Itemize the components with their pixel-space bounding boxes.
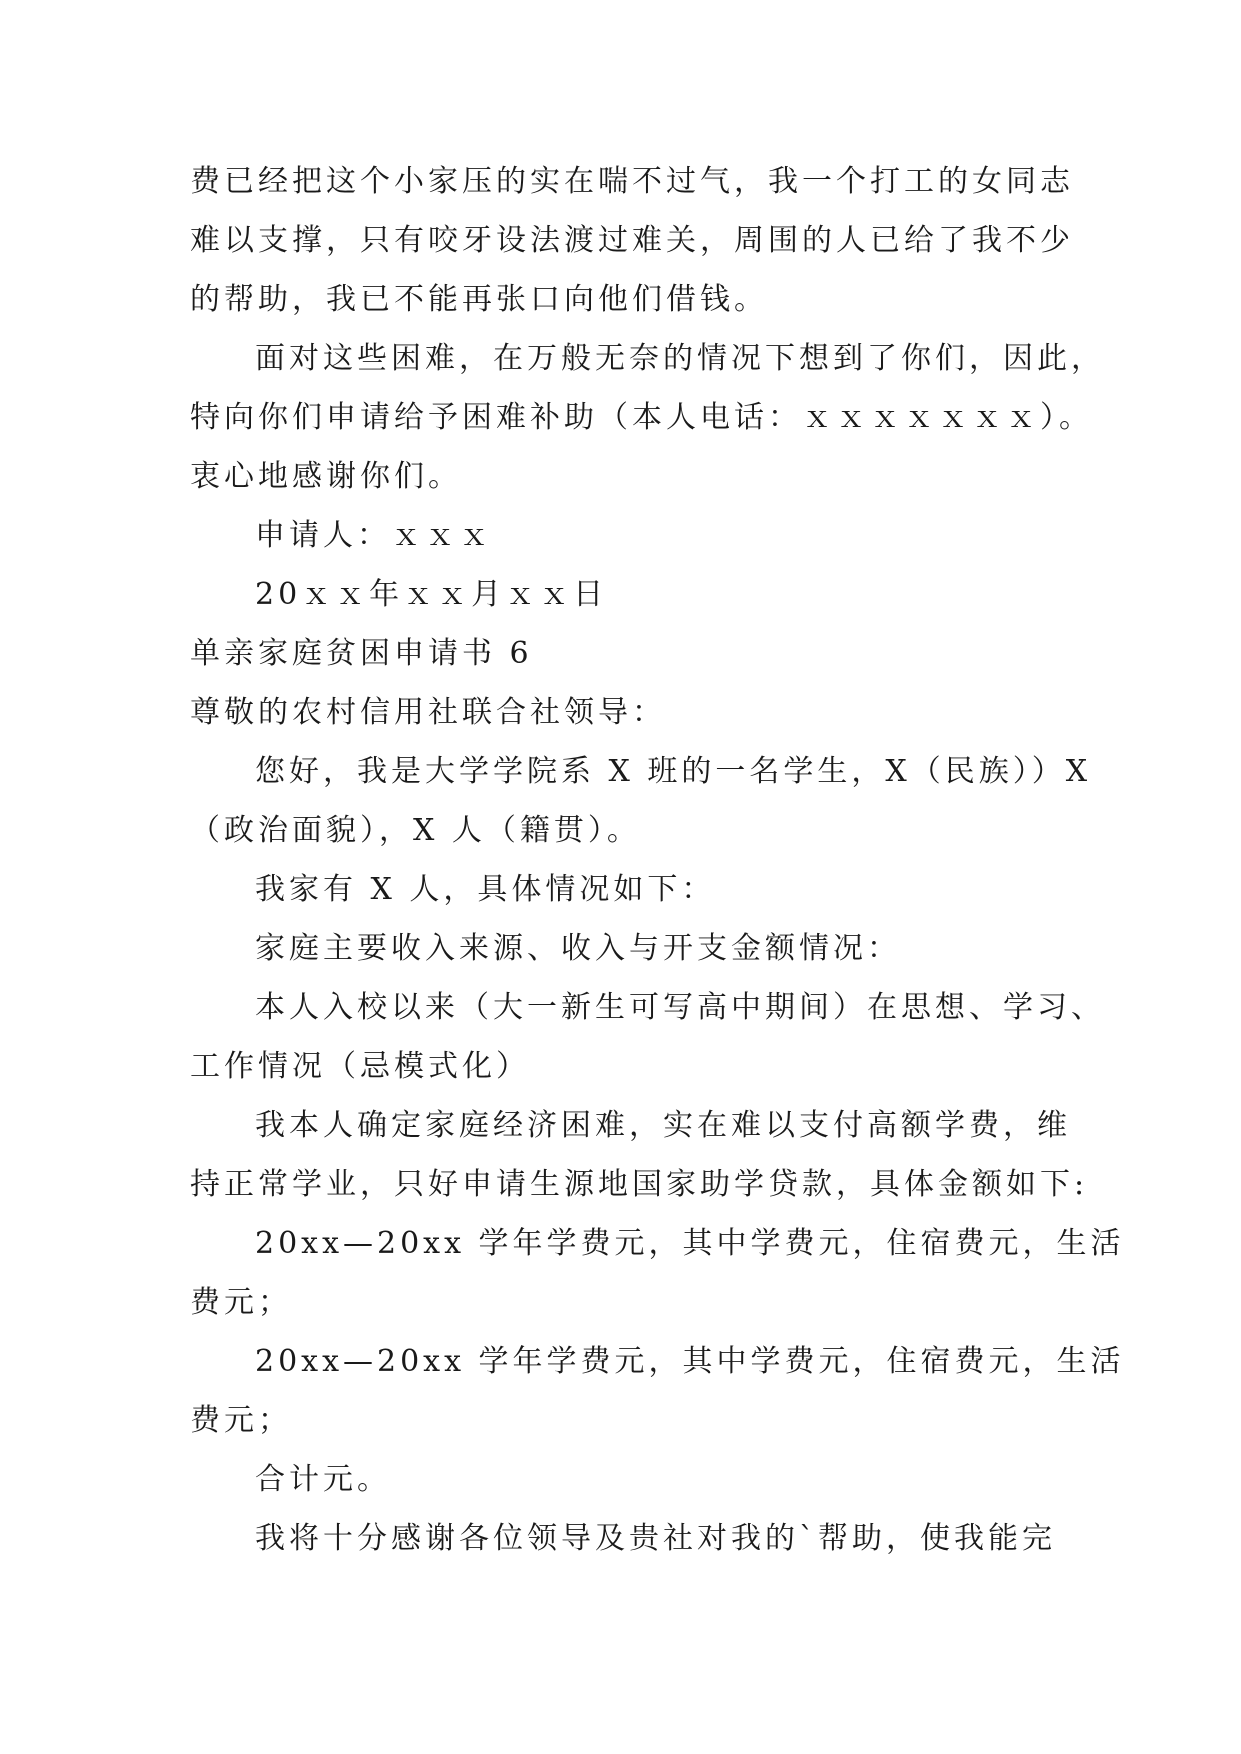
text-line-17: 我本人确定家庭经济困难，实在难以支付高额学费，维: [255, 1108, 1071, 1143]
text-line-23: 合计元。: [255, 1462, 391, 1497]
text-line-16: 工作情况（忌模式化）: [190, 1049, 530, 1084]
text-line-2: 难以支撑，只有咬牙设法渡过难关，周围的人已给了我不少: [190, 223, 1074, 258]
salutation: 尊敬的农村信用社联合社领导：: [190, 695, 666, 730]
text-line-20: 费元；: [190, 1285, 292, 1320]
text-line-13: 我家有 X 人，具体情况如下：: [255, 872, 716, 907]
date-line: 20ｘｘ年ｘｘ月ｘｘ日: [255, 577, 608, 612]
text-line-11: 您好，我是大学学院系 X 班的一名学生，X（民族））X: [255, 754, 1092, 789]
applicant-line: 申请人：ｘｘｘ: [255, 518, 493, 553]
text-line-12: （政治面貌），X 人（籍贯）。: [190, 813, 641, 848]
text-line-19: 20xx—20xx 学年学费元，其中学费元，住宿费元，生活: [255, 1226, 1125, 1261]
section-title: 单亲家庭贫困申请书 6: [190, 636, 533, 671]
text-line-15: 本人入校以来（大一新生可写高中期间）在思想、学习、: [255, 990, 1105, 1025]
text-line-22: 费元；: [190, 1403, 292, 1438]
text-line-18: 持正常学业，只好申请生源地国家助学贷款，具体金额如下:: [190, 1167, 1089, 1202]
text-line-1: 费已经把这个小家压的实在喘不过气，我一个打工的女同志: [190, 164, 1074, 199]
text-line-3: 的帮助，我已不能再张口向他们借钱。: [190, 282, 768, 317]
text-line-21: 20xx—20xx 学年学费元，其中学费元，住宿费元，生活: [255, 1344, 1125, 1379]
text-line-14: 家庭主要收入来源、收入与开支金额情况：: [255, 931, 901, 966]
text-line-24: 我将十分感谢各位领导及贵社对我的`帮助，使我能完: [255, 1521, 1056, 1556]
text-line-6: 衷心地感谢你们。: [190, 459, 462, 494]
text-line-4: 面对这些困难，在万般无奈的情况下想到了你们，因此，: [255, 341, 1105, 376]
text-line-5: 特向你们申请给予困难补助（本人电话：ｘｘｘｘｘｘｘ）。: [190, 400, 1093, 435]
